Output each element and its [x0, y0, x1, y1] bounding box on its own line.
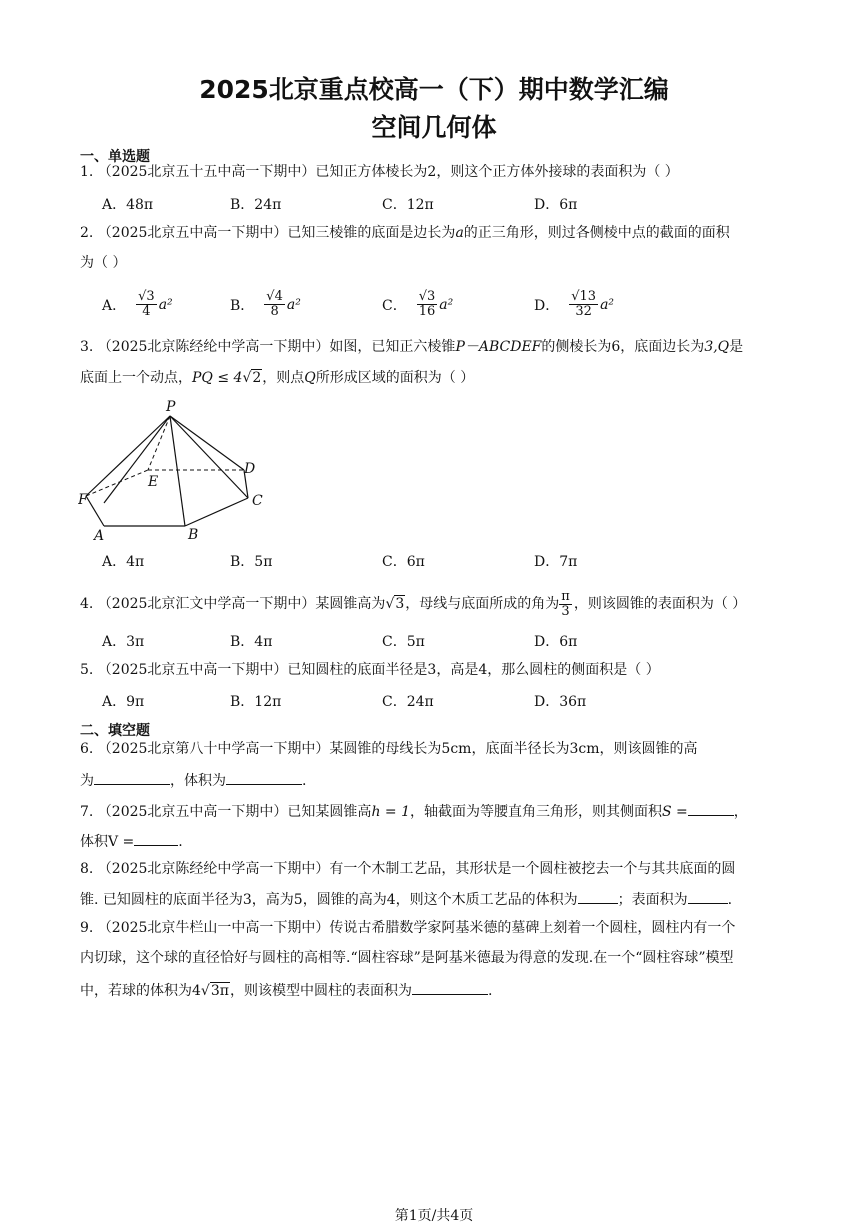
edge-pc: [170, 416, 248, 498]
text-span: .: [487, 983, 493, 999]
question-5-options: [0, 691, 868, 715]
radicand: 13: [579, 289, 597, 304]
answer-blank[interactable]: [226, 770, 302, 785]
coefficient: 4: [192, 983, 201, 999]
section-heading-single-choice: 一、单选题: [80, 149, 150, 165]
question-1-options: [0, 194, 868, 218]
answer-blank[interactable]: [412, 980, 488, 995]
answer-blank[interactable]: [94, 770, 170, 785]
question-2-text-line-1: [80, 224, 792, 242]
question-8-text-line-1: 8. （2025北京陈经纶中学高一下期中）有一个木制工艺品，其形状是一个圆柱被挖去一个与其共底面的圆: [80, 861, 736, 877]
text-span: 底面上一个动点，: [80, 370, 192, 386]
inequality: PQ ≤ 4: [192, 370, 243, 386]
vertex-label-e: E: [148, 474, 159, 490]
height-expression: h = 1: [371, 804, 410, 820]
question-3-text-line-2: [80, 369, 792, 387]
text-span: 的正三角形，则过各侧棱中点的截面的面积: [463, 225, 730, 241]
text-span: ，则点: [262, 370, 305, 386]
option-b: B．12π: [230, 694, 282, 710]
question-9-text-line-2: 内切球，这个球的直径恰好与圆柱的高相等.“圆柱容球”是阿基米德最为得意的发现.在一个“圆柱容球”模型: [80, 950, 734, 966]
option-c: C．6π: [382, 554, 425, 570]
question-6-text-line-1: 6. （2025北京第八十中学高一下期中）某圆锥的母线长为5cm，底面半径长为3cm，则该圆锥的高: [80, 741, 698, 757]
page-footer: 第1页/共4页: [394, 1208, 474, 1224]
radicand: 2: [252, 370, 262, 386]
question-7-text-line-1: [80, 801, 792, 821]
a-squared: a²: [286, 296, 301, 313]
question-7-text-line-2: [80, 831, 792, 851]
sqrt: √3π: [200, 983, 229, 999]
denominator: 32: [575, 304, 592, 319]
area-expression: S =: [662, 804, 688, 820]
option-label: B．: [230, 297, 255, 314]
fraction: $\frac{√3}{16}$: [418, 289, 436, 319]
section-heading-fill-blank: 二、填空题: [80, 723, 150, 739]
option-b: B．24π: [230, 197, 282, 213]
text-span: ，体积为: [170, 773, 226, 789]
question-4-options: [0, 631, 868, 655]
question-3-text-line-1: [80, 338, 792, 356]
text-span: ，则该圆锥的表面积为（ ）: [573, 596, 747, 612]
text-span: 7. （2025北京五中高一下期中）已知某圆锥高: [80, 804, 372, 820]
text-span: ，轴截面为等腰直角三角形，则其侧面积: [410, 804, 662, 820]
text-span: ，则该模型中圆柱的表面积为: [229, 983, 412, 999]
question-5-text: 5. （2025北京五中高一下期中）已知圆柱的底面半径是3，高是4，那么圆柱的侧面积是（ ）: [80, 662, 660, 678]
text-span: 是: [729, 339, 744, 355]
variable-a: a: [455, 225, 464, 241]
a-squared: a²: [439, 296, 454, 313]
option-a: A．4π: [102, 554, 145, 570]
option-d: D．7π: [534, 554, 578, 570]
question-3-options: [0, 551, 868, 575]
option-d: D．6π: [534, 197, 578, 213]
edge-fa: [86, 496, 104, 526]
option-label: D．: [534, 297, 560, 314]
text-span: 2. （2025北京五中高一下期中）已知三棱锥的底面是边长为: [80, 225, 456, 241]
text-span: .: [302, 773, 307, 789]
text-span: 体积V =: [80, 834, 135, 850]
option-c: C．5π: [382, 634, 425, 650]
fraction: $\frac{√13}{32}$: [571, 289, 597, 319]
denominator: 8: [270, 304, 279, 319]
question-6-text-line-2: [80, 770, 792, 790]
answer-blank[interactable]: [688, 801, 734, 816]
pyramid-name: P－ABCDEF: [455, 339, 542, 355]
option-d: D．36π: [534, 694, 587, 710]
option-b: B．4π: [230, 634, 273, 650]
document-title: 2025北京重点校高一（下）期中数学汇编: [199, 75, 669, 104]
edge-fe: [86, 470, 148, 496]
vertex-label-b: B: [188, 527, 199, 543]
base-length: 3,Q: [704, 339, 730, 355]
question-9-text-line-1: 9. （2025北京牛栏山一中高一下期中）传说古希腊数学家阿基米德的墓碑上刻着一个圆柱，圆柱内有一个: [80, 920, 736, 936]
question-2-options: [0, 286, 868, 326]
denominator: 4: [142, 304, 151, 319]
text-span: 中，若球的体积为: [80, 983, 192, 999]
edge-pb: [170, 416, 185, 526]
vertex-label-c: C: [252, 493, 263, 509]
radicand: 4: [274, 289, 283, 304]
text-span: 为: [80, 773, 94, 789]
vertex-label-a: A: [94, 528, 105, 543]
option-b: [230, 290, 301, 319]
text-span: ，母线与底面所成的角为: [405, 596, 560, 612]
document-subtitle: 空间几何体: [371, 113, 497, 142]
edge-bc: [185, 498, 248, 526]
fraction: $\frac{√4}{8}$: [266, 289, 283, 319]
point-q: Q: [304, 370, 316, 386]
radicand: 3π: [210, 983, 229, 999]
question-9-text-line-3: [80, 980, 792, 1000]
option-a: A．9π: [102, 694, 145, 710]
answer-blank[interactable]: [688, 889, 728, 904]
edge-pa: [104, 416, 170, 503]
option-c: C．12π: [382, 197, 434, 213]
sqrt: √3: [385, 596, 405, 612]
question-2-text-line-2: 为（ ）: [80, 255, 127, 271]
text-span: 所形成区域的面积为（ ）: [315, 370, 475, 386]
radicand: 3: [146, 289, 155, 304]
option-a: A．3π: [102, 634, 145, 650]
text-span: 的侧棱长为6，底面边长为: [541, 339, 705, 355]
text-span: 4. （2025北京汇文中学高一下期中）某圆锥高为: [80, 596, 386, 612]
option-d: D．6π: [534, 634, 578, 650]
a-squared: a²: [600, 296, 615, 313]
edge-pe: [148, 416, 170, 470]
question-4-text: [80, 588, 792, 620]
question-8-text-line-2: [80, 889, 792, 909]
fraction: [559, 590, 572, 619]
text-span: ；表面积为: [617, 892, 688, 908]
vertex-label-p: P: [166, 399, 176, 415]
text-span: ，: [733, 804, 748, 820]
denominator: 3: [561, 603, 570, 619]
option-b: B．5π: [230, 554, 273, 570]
answer-blank[interactable]: [134, 831, 178, 846]
vertex-label-f: F: [78, 492, 88, 508]
edge-pd: [170, 416, 244, 470]
radicand: 3: [395, 596, 405, 612]
text-span: 3. （2025北京陈经纶中学高一下期中）如图，已知正六棱锥: [80, 339, 456, 355]
radicand: 3: [427, 289, 436, 304]
denominator: 16: [418, 304, 436, 319]
answer-blank[interactable]: [578, 889, 618, 904]
option-a: A．48π: [102, 197, 154, 213]
option-c: [382, 290, 453, 319]
option-label: C．: [382, 297, 407, 314]
option-d: [534, 290, 614, 319]
text-span: .: [727, 892, 733, 908]
question-1-text: 1. （2025北京五十五中高一下期中）已知正方体棱长为2，则这个正方体外接球的表面积为（ ）: [80, 164, 679, 180]
fraction: $\frac{√3}{4}$: [138, 289, 155, 319]
option-a: [102, 290, 173, 319]
vertex-label-d: D: [244, 461, 256, 477]
sqrt: √2: [242, 370, 262, 386]
text-span: 锥. 已知圆柱的底面半径为3，高为5，圆锥的高为4，则这个木质工艺品的体积为: [80, 892, 578, 908]
a-squared: a²: [158, 296, 173, 313]
option-label: A．: [102, 297, 127, 314]
text-span: .: [178, 834, 183, 850]
numerator: π: [561, 588, 570, 604]
hexagonal-pyramid-figure: [78, 398, 278, 543]
option-c: C．24π: [382, 694, 434, 710]
